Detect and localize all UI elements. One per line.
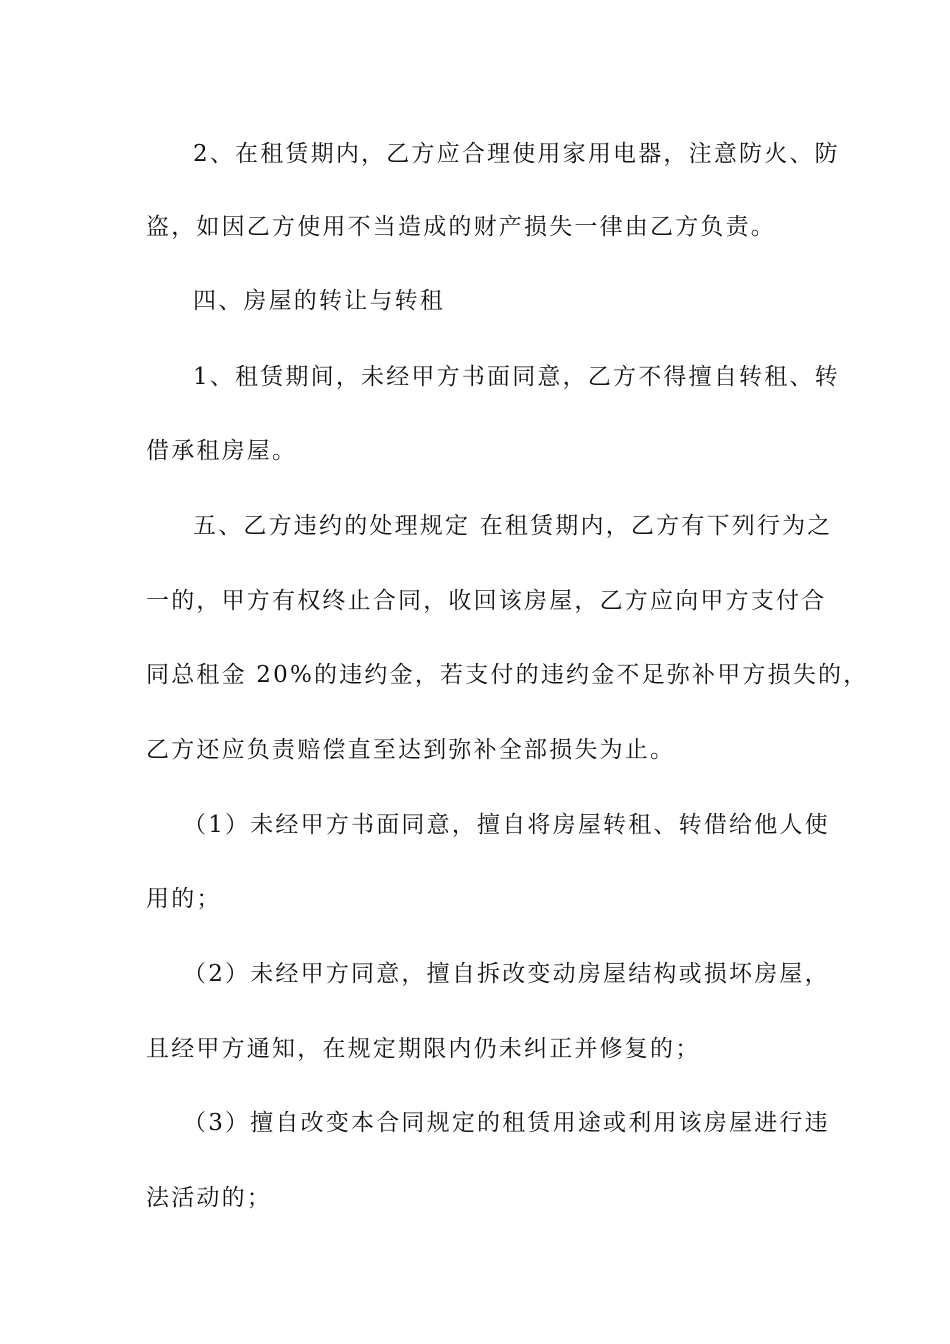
text-line: 1、租赁期间，未经甲方书面同意，乙方不得擅自转租、转 bbox=[193, 364, 840, 390]
text-line: 借承租房屋。 bbox=[146, 438, 298, 464]
list-item: （3）擅自改变本合同规定的租赁用途或利用该房屋进行违 bbox=[183, 1110, 830, 1136]
list-item: （2）未经甲方同意，擅自拆改变动房屋结构或损坏房屋， bbox=[183, 961, 830, 987]
text-line: 一的，甲方有权终止合同，收回该房屋，乙方应向甲方支付合 bbox=[146, 588, 827, 614]
text-line: 且经甲方通知，在规定期限内仍未纠正并修复的； bbox=[146, 1036, 701, 1062]
list-item: （1）未经甲方书面同意，擅自将房屋转租、转借给他人使 bbox=[183, 812, 830, 838]
section-heading: 五、乙方违约的处理规定 在租赁期内，乙方有下列行为之 bbox=[193, 513, 833, 539]
text-line: 法活动的； bbox=[146, 1185, 272, 1211]
text-line: 同总租金 20%的违约金，若支付的违约金不足弥补甲方损失的， bbox=[146, 662, 869, 688]
text-line: 盗，如因乙方使用不当造成的财产损失一律由乙方负责。 bbox=[146, 214, 776, 240]
text-line: 乙方还应负责赔偿直至达到弥补全部损失为止。 bbox=[146, 737, 676, 763]
text-line: 用的； bbox=[146, 886, 222, 912]
section-heading: 四、房屋的转让与转租 bbox=[193, 288, 445, 314]
text-line: 2、在租赁期内，乙方应合理使用家用电器，注意防火、防 bbox=[193, 141, 840, 167]
